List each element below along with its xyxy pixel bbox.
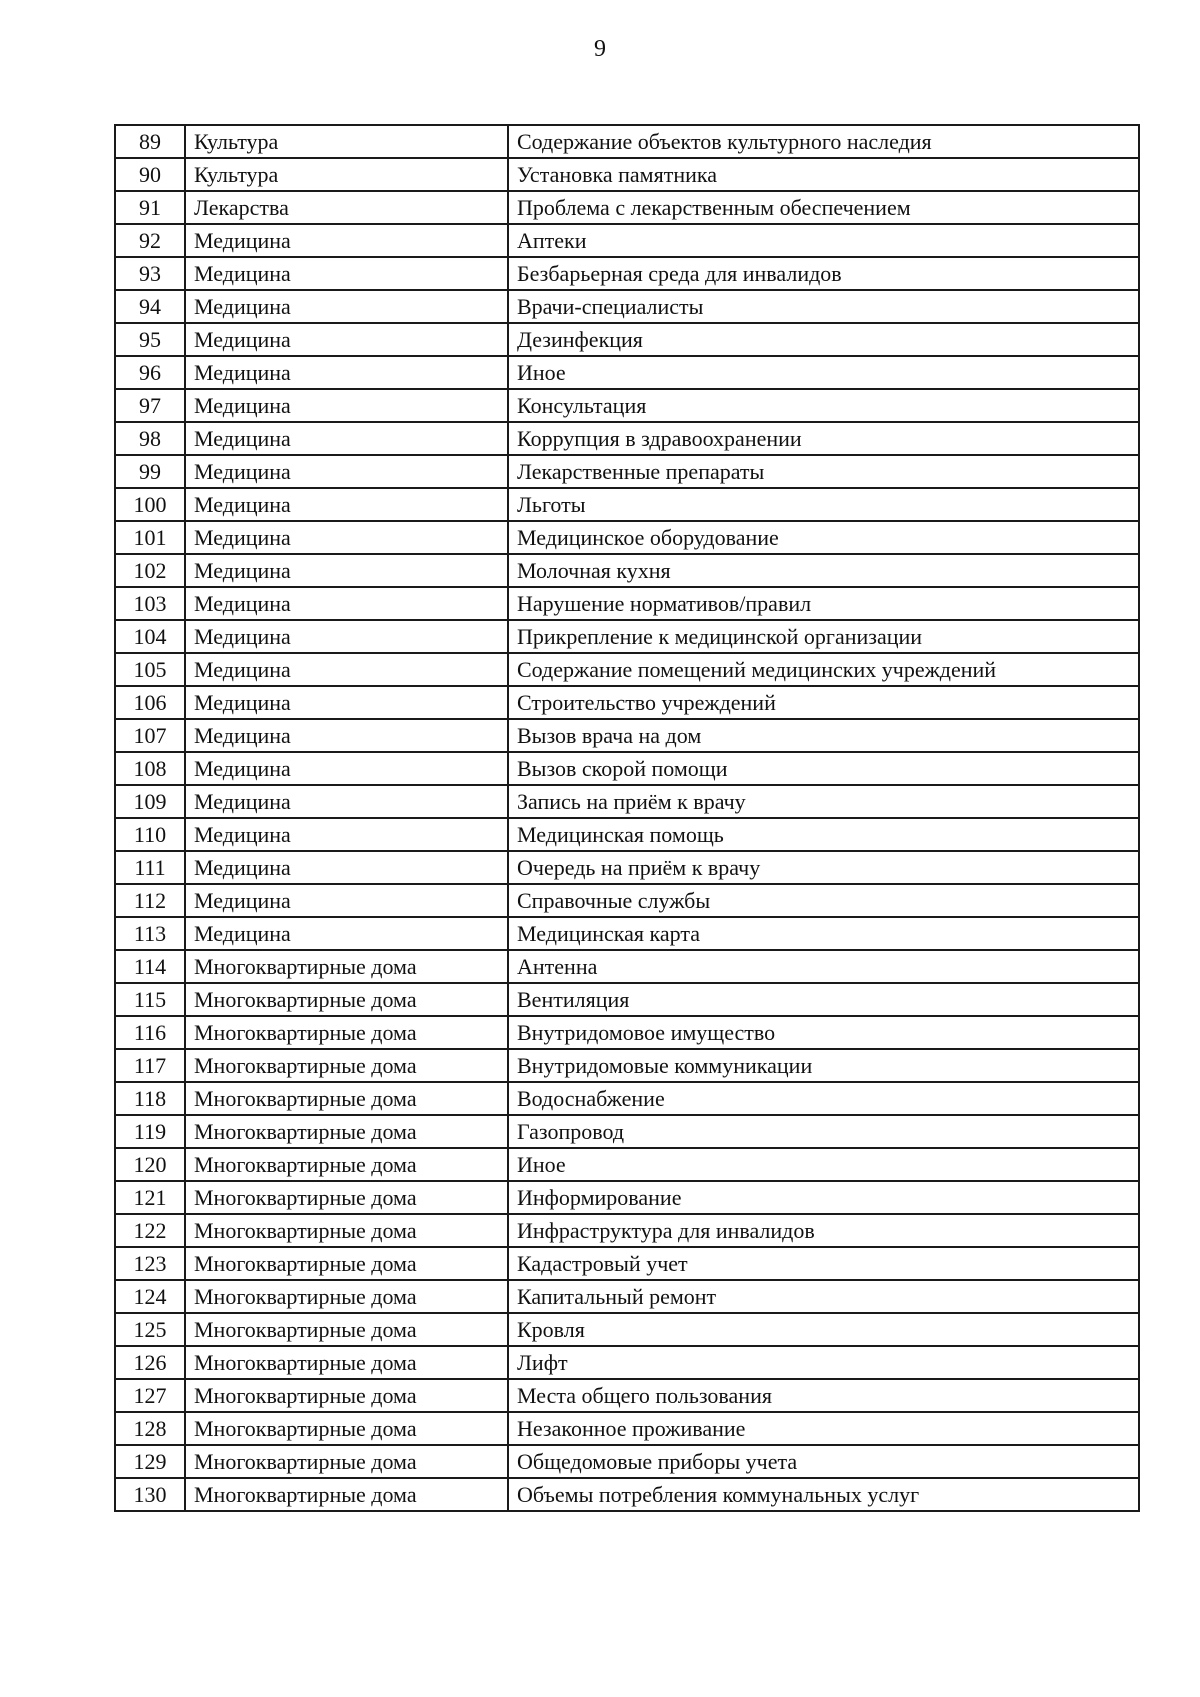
category-cell: Многоквартирные дома xyxy=(185,1379,508,1412)
table-row xyxy=(115,488,1139,521)
category-cell: Многоквартирные дома xyxy=(185,1049,508,1082)
table-row xyxy=(115,1016,1139,1049)
subcategory-cell: Вызов врача на дом xyxy=(508,719,1139,752)
category-cell: Многоквартирные дома xyxy=(185,1214,508,1247)
subcategory-cell: Информирование xyxy=(508,1181,1139,1214)
row-number-cell: 90 xyxy=(115,158,185,191)
subcategory-cell: Дезинфекция xyxy=(508,323,1139,356)
category-cell: Медицина xyxy=(185,884,508,917)
subcategory-cell: Справочные службы xyxy=(508,884,1139,917)
table-body xyxy=(115,125,1139,1511)
row-number-cell: 113 xyxy=(115,917,185,950)
category-cell: Медицина xyxy=(185,455,508,488)
subcategory-cell: Объемы потребления коммунальных услуг xyxy=(508,1478,1139,1511)
subcategory-cell: Проблема с лекарственным обеспечением xyxy=(508,191,1139,224)
table-row xyxy=(115,752,1139,785)
subcategory-cell: Кровля xyxy=(508,1313,1139,1346)
table-row xyxy=(115,950,1139,983)
topics-table xyxy=(114,124,1140,1512)
category-cell: Медицина xyxy=(185,587,508,620)
table-row xyxy=(115,587,1139,620)
subcategory-cell: Аптеки xyxy=(508,224,1139,257)
category-cell: Медицина xyxy=(185,521,508,554)
subcategory-cell: Внутридомовые коммуникации xyxy=(508,1049,1139,1082)
subcategory-cell: Кадастровый учет xyxy=(508,1247,1139,1280)
table-row xyxy=(115,1445,1139,1478)
subcategory-cell: Льготы xyxy=(508,488,1139,521)
subcategory-cell: Незаконное проживание xyxy=(508,1412,1139,1445)
table-row xyxy=(115,323,1139,356)
table-row xyxy=(115,389,1139,422)
row-number-cell: 106 xyxy=(115,686,185,719)
table-row xyxy=(115,224,1139,257)
row-number-cell: 100 xyxy=(115,488,185,521)
category-cell: Многоквартирные дома xyxy=(185,983,508,1016)
category-cell: Медицина xyxy=(185,389,508,422)
subcategory-cell: Молочная кухня xyxy=(508,554,1139,587)
category-cell: Медицина xyxy=(185,653,508,686)
table-row xyxy=(115,1115,1139,1148)
category-cell: Медицина xyxy=(185,224,508,257)
row-number-cell: 123 xyxy=(115,1247,185,1280)
row-number-cell: 102 xyxy=(115,554,185,587)
row-number-cell: 95 xyxy=(115,323,185,356)
category-cell: Лекарства xyxy=(185,191,508,224)
category-cell: Медицина xyxy=(185,356,508,389)
row-number-cell: 96 xyxy=(115,356,185,389)
category-cell: Культура xyxy=(185,125,508,158)
category-cell: Медицина xyxy=(185,554,508,587)
table-row xyxy=(115,1247,1139,1280)
table-row xyxy=(115,1082,1139,1115)
table-row xyxy=(115,1280,1139,1313)
row-number-cell: 99 xyxy=(115,455,185,488)
row-number-cell: 93 xyxy=(115,257,185,290)
table-row xyxy=(115,818,1139,851)
table-row xyxy=(115,125,1139,158)
category-cell: Медицина xyxy=(185,917,508,950)
subcategory-cell: Коррупция в здравоохранении xyxy=(508,422,1139,455)
table-row xyxy=(115,785,1139,818)
category-cell: Многоквартирные дома xyxy=(185,1346,508,1379)
category-cell: Многоквартирные дома xyxy=(185,1280,508,1313)
table-row xyxy=(115,686,1139,719)
row-number-cell: 109 xyxy=(115,785,185,818)
subcategory-cell: Нарушение нормативов/правил xyxy=(508,587,1139,620)
row-number-cell: 119 xyxy=(115,1115,185,1148)
table-row xyxy=(115,1346,1139,1379)
category-cell: Многоквартирные дома xyxy=(185,1115,508,1148)
table-row xyxy=(115,257,1139,290)
category-cell: Многоквартирные дома xyxy=(185,1082,508,1115)
page-number: 9 xyxy=(594,36,606,62)
row-number-cell: 110 xyxy=(115,818,185,851)
table-row xyxy=(115,719,1139,752)
subcategory-cell: Медицинская карта xyxy=(508,917,1139,950)
table-row xyxy=(115,356,1139,389)
row-number-cell: 116 xyxy=(115,1016,185,1049)
table-row xyxy=(115,884,1139,917)
table-row xyxy=(115,455,1139,488)
row-number-cell: 107 xyxy=(115,719,185,752)
row-number-cell: 130 xyxy=(115,1478,185,1511)
category-cell: Медицина xyxy=(185,323,508,356)
subcategory-cell: Запись на приём к врачу xyxy=(508,785,1139,818)
row-number-cell: 101 xyxy=(115,521,185,554)
category-cell: Медицина xyxy=(185,851,508,884)
subcategory-cell: Водоснабжение xyxy=(508,1082,1139,1115)
category-cell: Медицина xyxy=(185,620,508,653)
subcategory-cell: Содержание помещений медицинских учреждений xyxy=(508,653,1139,686)
subcategory-cell: Медицинское оборудование xyxy=(508,521,1139,554)
row-number-cell: 97 xyxy=(115,389,185,422)
table-row xyxy=(115,422,1139,455)
subcategory-cell: Очередь на приём к врачу xyxy=(508,851,1139,884)
table-row xyxy=(115,191,1139,224)
table-row xyxy=(115,851,1139,884)
table-row xyxy=(115,1412,1139,1445)
row-number-cell: 128 xyxy=(115,1412,185,1445)
category-cell: Медицина xyxy=(185,752,508,785)
subcategory-cell: Инфраструктура для инвалидов xyxy=(508,1214,1139,1247)
subcategory-cell: Места общего пользования xyxy=(508,1379,1139,1412)
row-number-cell: 105 xyxy=(115,653,185,686)
row-number-cell: 120 xyxy=(115,1148,185,1181)
table-row xyxy=(115,1049,1139,1082)
subcategory-cell: Капитальный ремонт xyxy=(508,1280,1139,1313)
category-cell: Медицина xyxy=(185,290,508,323)
table-row xyxy=(115,290,1139,323)
subcategory-cell: Иное xyxy=(508,1148,1139,1181)
row-number-cell: 122 xyxy=(115,1214,185,1247)
category-cell: Многоквартирные дома xyxy=(185,1478,508,1511)
subcategory-cell: Безбарьерная среда для инвалидов xyxy=(508,257,1139,290)
subcategory-cell: Лифт xyxy=(508,1346,1139,1379)
category-cell: Многоквартирные дома xyxy=(185,950,508,983)
category-cell: Многоквартирные дома xyxy=(185,1148,508,1181)
subcategory-cell: Установка памятника xyxy=(508,158,1139,191)
row-number-cell: 114 xyxy=(115,950,185,983)
topics-table-container xyxy=(114,124,1138,1512)
subcategory-cell: Вентиляция xyxy=(508,983,1139,1016)
category-cell: Медицина xyxy=(185,488,508,521)
subcategory-cell: Вызов скорой помощи xyxy=(508,752,1139,785)
table-row xyxy=(115,653,1139,686)
subcategory-cell: Прикрепление к медицинской организации xyxy=(508,620,1139,653)
row-number-cell: 104 xyxy=(115,620,185,653)
subcategory-cell: Строительство учреждений xyxy=(508,686,1139,719)
row-number-cell: 91 xyxy=(115,191,185,224)
category-cell: Культура xyxy=(185,158,508,191)
subcategory-cell: Лекарственные препараты xyxy=(508,455,1139,488)
row-number-cell: 112 xyxy=(115,884,185,917)
row-number-cell: 124 xyxy=(115,1280,185,1313)
row-number-cell: 98 xyxy=(115,422,185,455)
category-cell: Многоквартирные дома xyxy=(185,1181,508,1214)
row-number-cell: 94 xyxy=(115,290,185,323)
table-row xyxy=(115,1379,1139,1412)
category-cell: Многоквартирные дома xyxy=(185,1016,508,1049)
row-number-cell: 125 xyxy=(115,1313,185,1346)
row-number-cell: 89 xyxy=(115,125,185,158)
row-number-cell: 129 xyxy=(115,1445,185,1478)
row-number-cell: 92 xyxy=(115,224,185,257)
subcategory-cell: Иное xyxy=(508,356,1139,389)
row-number-cell: 108 xyxy=(115,752,185,785)
row-number-cell: 103 xyxy=(115,587,185,620)
row-number-cell: 126 xyxy=(115,1346,185,1379)
table-row xyxy=(115,1214,1139,1247)
row-number-cell: 118 xyxy=(115,1082,185,1115)
table-row xyxy=(115,1313,1139,1346)
category-cell: Медицина xyxy=(185,818,508,851)
category-cell: Медицина xyxy=(185,719,508,752)
table-row xyxy=(115,554,1139,587)
subcategory-cell: Врачи-специалисты xyxy=(508,290,1139,323)
subcategory-cell: Содержание объектов культурного наследия xyxy=(508,125,1139,158)
category-cell: Многоквартирные дома xyxy=(185,1313,508,1346)
table-row xyxy=(115,1148,1139,1181)
category-cell: Многоквартирные дома xyxy=(185,1445,508,1478)
table-row xyxy=(115,1181,1139,1214)
category-cell: Многоквартирные дома xyxy=(185,1412,508,1445)
category-cell: Многоквартирные дома xyxy=(185,1247,508,1280)
table-row xyxy=(115,620,1139,653)
row-number-cell: 111 xyxy=(115,851,185,884)
subcategory-cell: Газопровод xyxy=(508,1115,1139,1148)
row-number-cell: 117 xyxy=(115,1049,185,1082)
category-cell: Медицина xyxy=(185,422,508,455)
row-number-cell: 127 xyxy=(115,1379,185,1412)
table-row xyxy=(115,1478,1139,1511)
table-row xyxy=(115,158,1139,191)
row-number-cell: 115 xyxy=(115,983,185,1016)
subcategory-cell: Медицинская помощь xyxy=(508,818,1139,851)
category-cell: Медицина xyxy=(185,686,508,719)
table-row xyxy=(115,521,1139,554)
subcategory-cell: Антенна xyxy=(508,950,1139,983)
category-cell: Медицина xyxy=(185,257,508,290)
table-row xyxy=(115,917,1139,950)
subcategory-cell: Консультация xyxy=(508,389,1139,422)
subcategory-cell: Общедомовые приборы учета xyxy=(508,1445,1139,1478)
table-row xyxy=(115,983,1139,1016)
subcategory-cell: Внутридомовое имущество xyxy=(508,1016,1139,1049)
row-number-cell: 121 xyxy=(115,1181,185,1214)
category-cell: Медицина xyxy=(185,785,508,818)
